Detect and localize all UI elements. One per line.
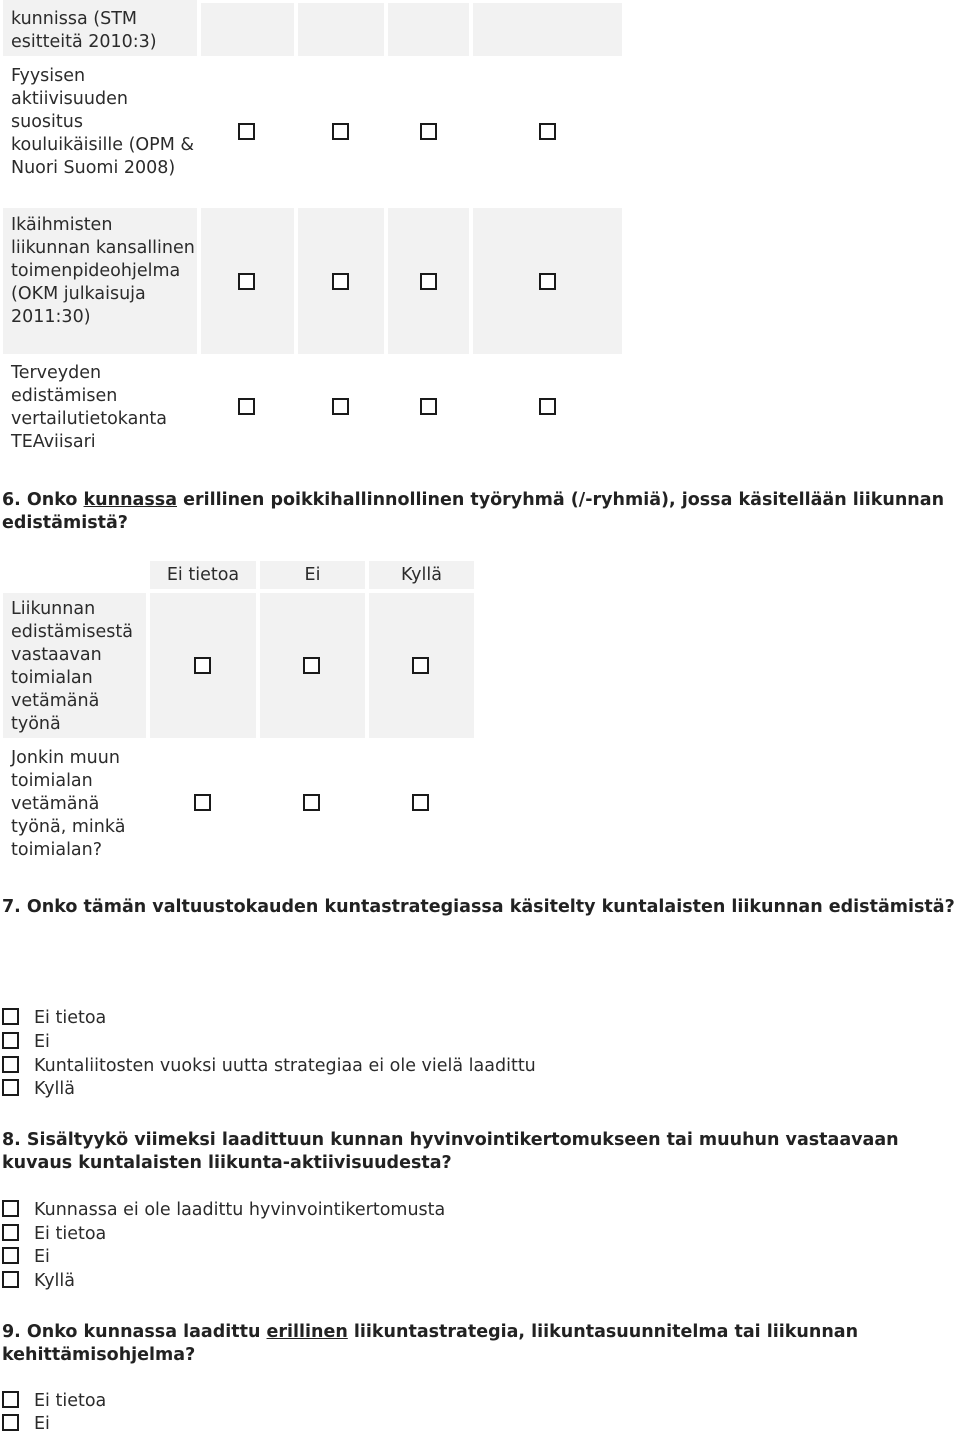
- checkbox[interactable]: [2, 1247, 19, 1264]
- checkbox[interactable]: [238, 398, 255, 415]
- checkbox[interactable]: [2, 1056, 19, 1073]
- checkbox[interactable]: [2, 1079, 19, 1096]
- question-6-title: 6. Onko kunnassa erillinen poikkihallinnollinen työryhmä (/-ryhmiä), jossa käsitellään liikunnan edistämistä?: [2, 490, 945, 533]
- checkbox[interactable]: [2, 1224, 19, 1241]
- table-row-label: Ikäihmisten liikunnan kansallinen toimenpideohjelma (OKM julkaisuja 2011:30): [11, 215, 195, 327]
- checkbox[interactable]: [539, 398, 556, 415]
- checkbox[interactable]: [412, 657, 429, 674]
- table-cell: [473, 3, 622, 56]
- checkbox[interactable]: [539, 123, 556, 140]
- column-header: Kyllä: [369, 561, 474, 589]
- checkbox[interactable]: [194, 657, 211, 674]
- column-header: Ei tietoa: [150, 561, 256, 589]
- checkbox[interactable]: [2, 1008, 19, 1025]
- checkbox[interactable]: [332, 123, 349, 140]
- table-cell: [388, 3, 469, 56]
- checkbox[interactable]: [2, 1032, 19, 1049]
- column-header: Ei: [260, 561, 365, 589]
- checkbox[interactable]: [539, 273, 556, 290]
- checkbox[interactable]: [332, 398, 349, 415]
- checkbox[interactable]: [2, 1200, 19, 1217]
- table-row-label: Liikunnan edistämisestä vastaavan toimialan vetämänä työnä: [11, 599, 133, 734]
- checkbox[interactable]: [420, 123, 437, 140]
- checkbox[interactable]: [2, 1391, 19, 1408]
- question-9-title: 9. Onko kunnassa laadittu erillinen liikuntastrategia, liikuntasuunnitelma tai liikunnan kehittämisohjelma?: [2, 1322, 859, 1365]
- checkbox[interactable]: [194, 794, 211, 811]
- checkbox[interactable]: [238, 123, 255, 140]
- checkbox[interactable]: [2, 1271, 19, 1288]
- checkbox[interactable]: [420, 273, 437, 290]
- question-8-title: 8. Sisältyykö viimeksi laadittuun kunnan hyvinvointikertomukseen tai muuhun vastaavaan kuvaus kuntalaisten liikunta-aktiivisuudesta?: [2, 1130, 899, 1173]
- table-row-label: Jonkin muun toimialan vetämänä työnä, minkä toimialan?: [11, 748, 126, 860]
- checkbox[interactable]: [303, 794, 320, 811]
- checkbox[interactable]: [412, 794, 429, 811]
- table-row-label: kunnissa (STM esitteitä 2010:3): [11, 9, 157, 52]
- table-row-label: Fyysisen aktiivisuuden suositus kouluikäisille (OPM & Nuori Suomi 2008): [11, 66, 195, 178]
- table-cell: [298, 3, 384, 56]
- checkbox[interactable]: [332, 273, 349, 290]
- table-row-label: Terveyden edistämisen vertailutietokanta TEAviisari: [11, 363, 168, 452]
- question-7-title: 7. Onko tämän valtuustokauden kuntastrategiassa käsitelty kuntalaisten liikunnan edistämistä?: [2, 897, 955, 917]
- table-cell: [201, 3, 294, 56]
- checkbox[interactable]: [2, 1414, 19, 1431]
- checkbox[interactable]: [303, 657, 320, 674]
- checkbox[interactable]: [420, 398, 437, 415]
- checkbox[interactable]: [238, 273, 255, 290]
